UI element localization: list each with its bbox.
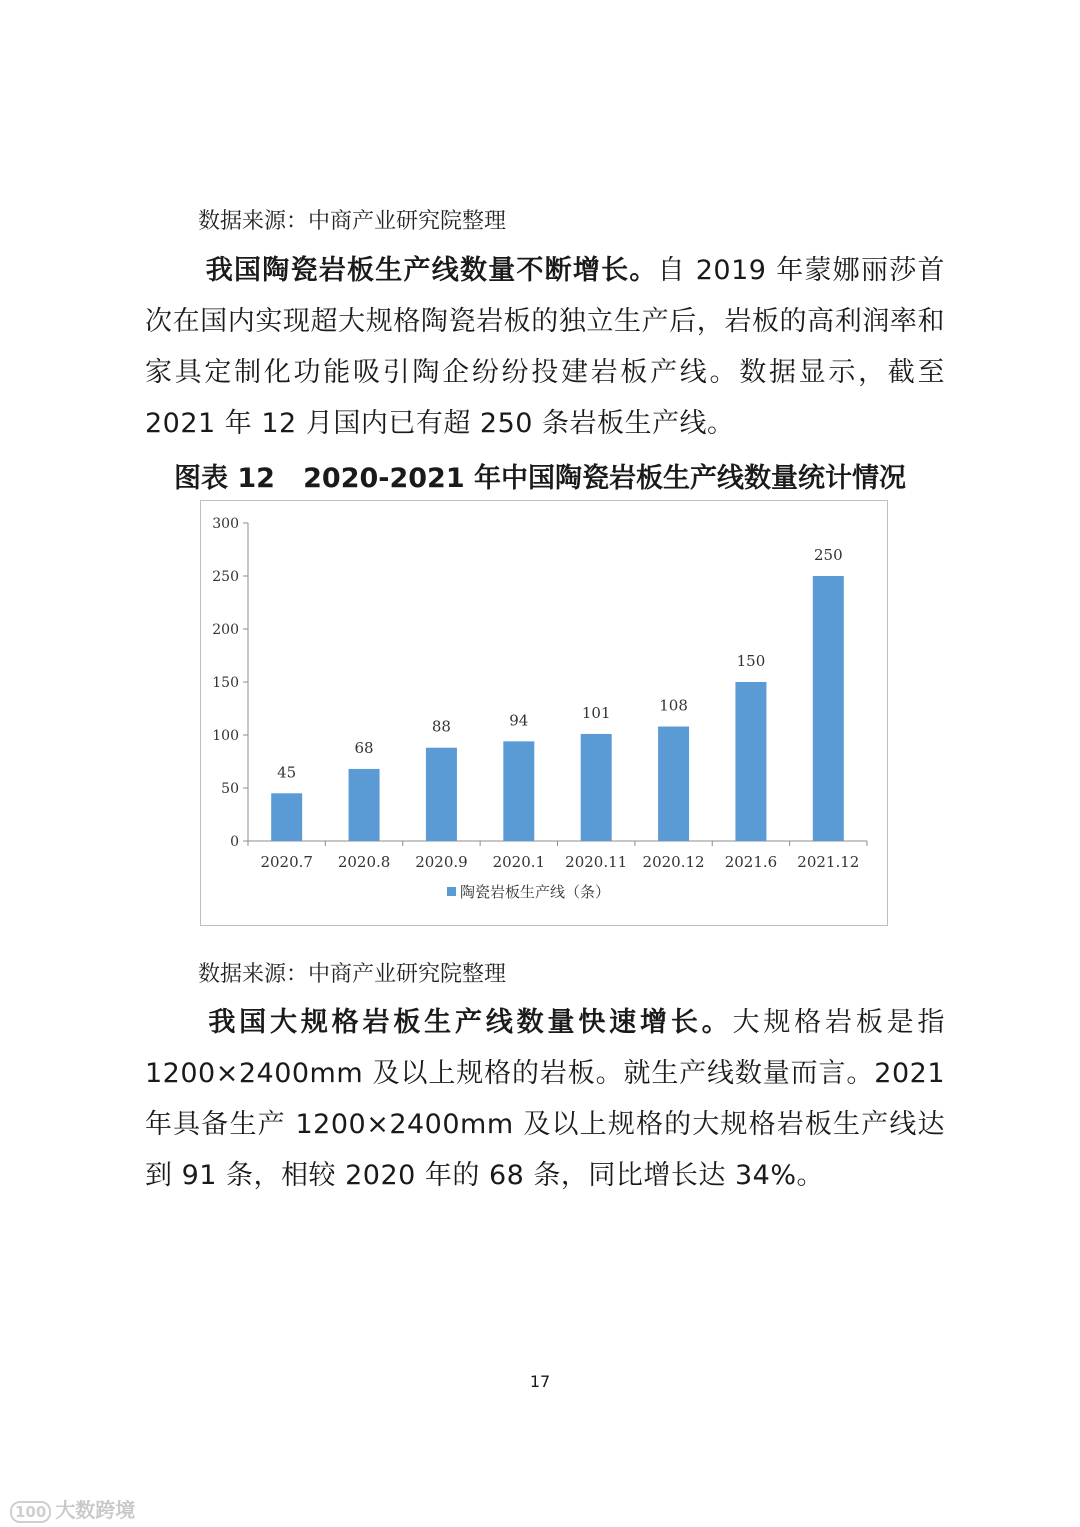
paragraph-lead: 我国陶瓷岩板生产线数量不断增长。 [205, 255, 658, 286]
y-tick-label: 100 [212, 728, 239, 744]
paragraph-large-slab-lines [145, 997, 945, 1201]
paragraph-lead: 我国大规格岩板生产线数量快速增长。 [205, 1007, 733, 1038]
x-tick-label: 2020.12 [642, 853, 705, 871]
x-tick-label: 2020.7 [260, 853, 313, 871]
paragraph-body: 大规格岩板是指 1200×2400mm 及以上规格的岩板。就生产线数量而言。2021 年具备生产 1200×2400mm 及以上规格的大规格岩板生产线达到 91 条，相较 2020 年的 68 条，同比增长达 34%。 [145, 1007, 945, 1191]
data-label: 45 [277, 763, 297, 782]
paragraph-body: 自 2019 年蒙娜丽莎首次在国内实现超大规格陶瓷岩板的独立生产后，岩板的高利润率和家具定制化功能吸引陶企纷纷投建岩板产线。数据显示，截至 2021 年 12 月国内已有超 250 条岩板生产线。 [145, 255, 945, 439]
bar [735, 682, 766, 841]
data-label: 68 [354, 738, 374, 757]
bar [658, 727, 689, 841]
bar [271, 793, 302, 841]
paragraph-rock-slab-lines [145, 245, 945, 449]
source-note-bottom: 数据来源：中商产业研究院整理 [198, 962, 507, 987]
x-tick-label: 2020.11 [565, 853, 628, 871]
page-number: 17 [529, 1372, 551, 1391]
y-tick-label: 200 [212, 622, 239, 638]
figure-caption: 图表 12 2020-2021 年中国陶瓷岩板生产线数量统计情况 [173, 463, 907, 494]
y-tick-label: 50 [221, 781, 239, 797]
legend-label: 陶瓷岩板生产线（条） [460, 883, 611, 901]
data-label: 94 [509, 711, 529, 730]
bar-chart [200, 500, 888, 926]
x-tick-label: 2020.9 [415, 853, 468, 871]
chart-canvas [201, 501, 889, 927]
data-label: 101 [581, 703, 611, 722]
data-label: 108 [659, 696, 688, 715]
y-tick-label: 150 [212, 675, 239, 691]
legend-swatch [447, 887, 456, 896]
data-label: 250 [813, 546, 843, 564]
data-label: 88 [431, 717, 451, 736]
x-tick-label: 2020.1 [492, 853, 546, 871]
y-tick-label: 300 [212, 516, 239, 532]
bar [503, 741, 534, 841]
bar [813, 576, 844, 841]
y-tick-label: 250 [212, 569, 239, 585]
x-tick-label: 2020.8 [337, 853, 391, 871]
bar [426, 748, 457, 841]
x-tick-label: 2021.12 [797, 853, 860, 871]
bar [349, 769, 380, 841]
watermark [10, 1494, 135, 1523]
source-note-top: 数据来源：中商产业研究院整理 [198, 209, 507, 234]
watermark-text: 大数跨境 [55, 1498, 136, 1522]
x-tick-label: 2021.6 [724, 853, 778, 871]
y-tick-label: 0 [230, 834, 239, 850]
data-label: 150 [736, 652, 766, 670]
bar [581, 734, 612, 841]
watermark-logo: 100 [10, 1501, 51, 1523]
